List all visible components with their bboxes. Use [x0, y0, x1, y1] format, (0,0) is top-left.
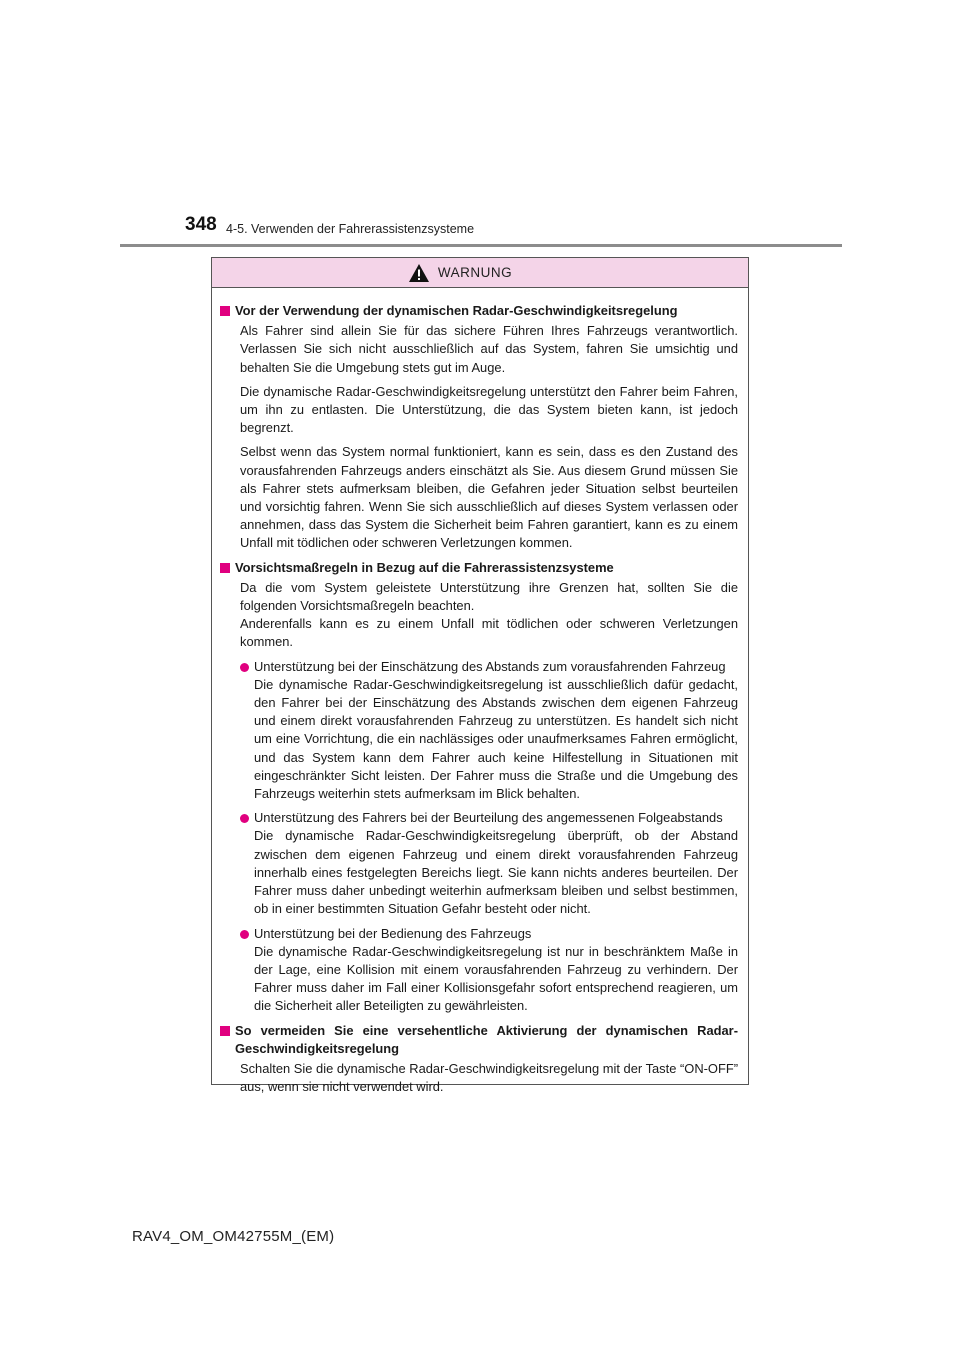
block-heading-text: Vorsichtsmaßregeln in Bezug auf die Fahrerassistenzsysteme: [235, 559, 614, 575]
bullet-text: Die dynamische Radar-Geschwindigkeitsregelung überprüft, ob der Abstand zwischen dem eigenen Fahrzeug und einem direkt vorausfahrenden Fahrzeug innerhalb eines festgelegten Bereichs liegt. Sie kann nichts anderes beurteilen. Der Fahrer muss daher unbedingt weiterhin aufmerksam bleiben und selbst bestimmen, ob in einer bestimmten Situation Gefahr besteht oder nicht.: [254, 828, 738, 917]
bullet-title: Unterstützung bei der Einschätzung des Abstands zum vorausfahrenden Fahrzeug: [254, 658, 726, 674]
list-item: [240, 658, 738, 804]
warning-box: [211, 257, 749, 1095]
circle-bullet-icon: [240, 930, 249, 939]
warning-body: [212, 288, 748, 1096]
square-bullet-icon: [220, 306, 230, 316]
document-code: RAV4_OM_OM42755M_(EM): [132, 1228, 335, 1245]
page-number: 348: [185, 214, 217, 235]
paragraph: Da die vom System geleistete Unterstützung ihre Grenzen hat, sollten Sie die folgenden Vorsichtsmaßregeln beachten.: [240, 579, 738, 614]
paragraph: Schalten Sie die dynamische Radar-Geschwindigkeitsregelung mit der Taste “ON-OFF” aus, wenn sie nicht verwendet wird.: [240, 1060, 738, 1095]
bullet-content: [254, 809, 738, 918]
bullet-text: Die dynamische Radar-Geschwindigkeitsregelung ist ausschließlich dafür gedacht, den Fahrer bei der Einschätzung des Abstands zwischen dem eigenen Fahrzeug und einem direkt vorausfahrenden Fahrzeug zu unterstützen. Es handelt sich nicht um eine Vorrichtung, die ein nachlässiges oder unaufmerksames Fahren ermöglicht, und das System kann dem Fahrer auch keine Hilfestellung in Situationen mit eingeschränkter Sicht leisten. Der Fahrer muss die Straße und die Umgebung des Fahrzeugs weiterhin stets aufmerksam im Blick behalten.: [254, 676, 738, 802]
warning-title: WARNUNG: [437, 265, 513, 280]
paragraph: Als Fahrer sind allein Sie für das sichere Führen Ihres Fahrzeugs verantwortlich. Verlassen Sie sich nicht ausschließlich auf das System, fahren Sie umsichtig und behalten Sie die Umgebung stets gut im Auge.: [240, 323, 738, 375]
list-item: [240, 925, 738, 1016]
paragraph: Selbst wenn das System normal funktioniert, kann es sein, dass es den Zustand des vorausfahrenden Fahrzeugs anders einschätzt als Sie. Aus diesem Grund müssen Sie als Fahrer stets aufmerksam bleiben, die Gefahren jeder Situation selbst beurteilen und vorsichtig fahren. Wenn Sie sich ausschließlich auf dieses System verlassen oder annehmen, dass das System die Sicherheit beim Fahren garantiert, kann es zu einem Unfall mit tödlichen oder schweren Verletzungen kommen.: [240, 444, 738, 551]
block-heading: [220, 559, 738, 577]
circle-bullet-icon: [240, 663, 249, 672]
header-rule: [120, 244, 842, 247]
block-heading-text: So vermeiden Sie eine versehentliche Aktivierung der dynamischen Radar-Geschwindigkeitsregelung: [235, 1022, 738, 1056]
warning-header: [212, 258, 748, 288]
block-heading: [220, 1022, 738, 1058]
square-bullet-icon: [220, 1026, 230, 1036]
block-heading-text: Vor der Verwendung der dynamischen Radar-Geschwindigkeitsregelung: [235, 303, 678, 318]
paragraph: Anderenfalls kann es zu einem Unfall mit tödlichen oder schweren Verletzungen kommen.: [240, 616, 738, 650]
warning-triangle-icon: [408, 263, 430, 283]
bullet-title: Unterstützung bei der Bedienung des Fahrzeugs: [254, 925, 532, 941]
bullet-text: Die dynamische Radar-Geschwindigkeitsregelung ist nur in beschränktem Maße in der Lage, eine Kollision mit einem vorausfahrenden Fahrzeug zu verhindern. Der Fahrer muss daher im Fall einer Kollisionsgefahr sofort entsprechend reagieren, um die Sicherheit aller Beteiligten zu gewährleisten.: [254, 943, 738, 1014]
bullet-content: [254, 925, 738, 1016]
list-item: [240, 809, 738, 918]
bullet-content: [254, 658, 738, 804]
section-title: 4-5. Verwenden der Fahrerassistenzsysteme: [226, 222, 475, 236]
bullet-title: Unterstützung des Fahrers bei der Beurteilung des angemessenen Folgeabstands: [254, 810, 723, 826]
paragraph: Die dynamische Radar-Geschwindigkeitsregelung unterstützt den Fahrer beim Fahren, um ihn zu entlasten. Die Unterstützung, die das System bieten kann, ist jedoch begrenzt.: [240, 383, 738, 436]
block-heading: [220, 302, 738, 320]
circle-bullet-icon: [240, 814, 249, 823]
square-bullet-icon: [220, 563, 230, 573]
